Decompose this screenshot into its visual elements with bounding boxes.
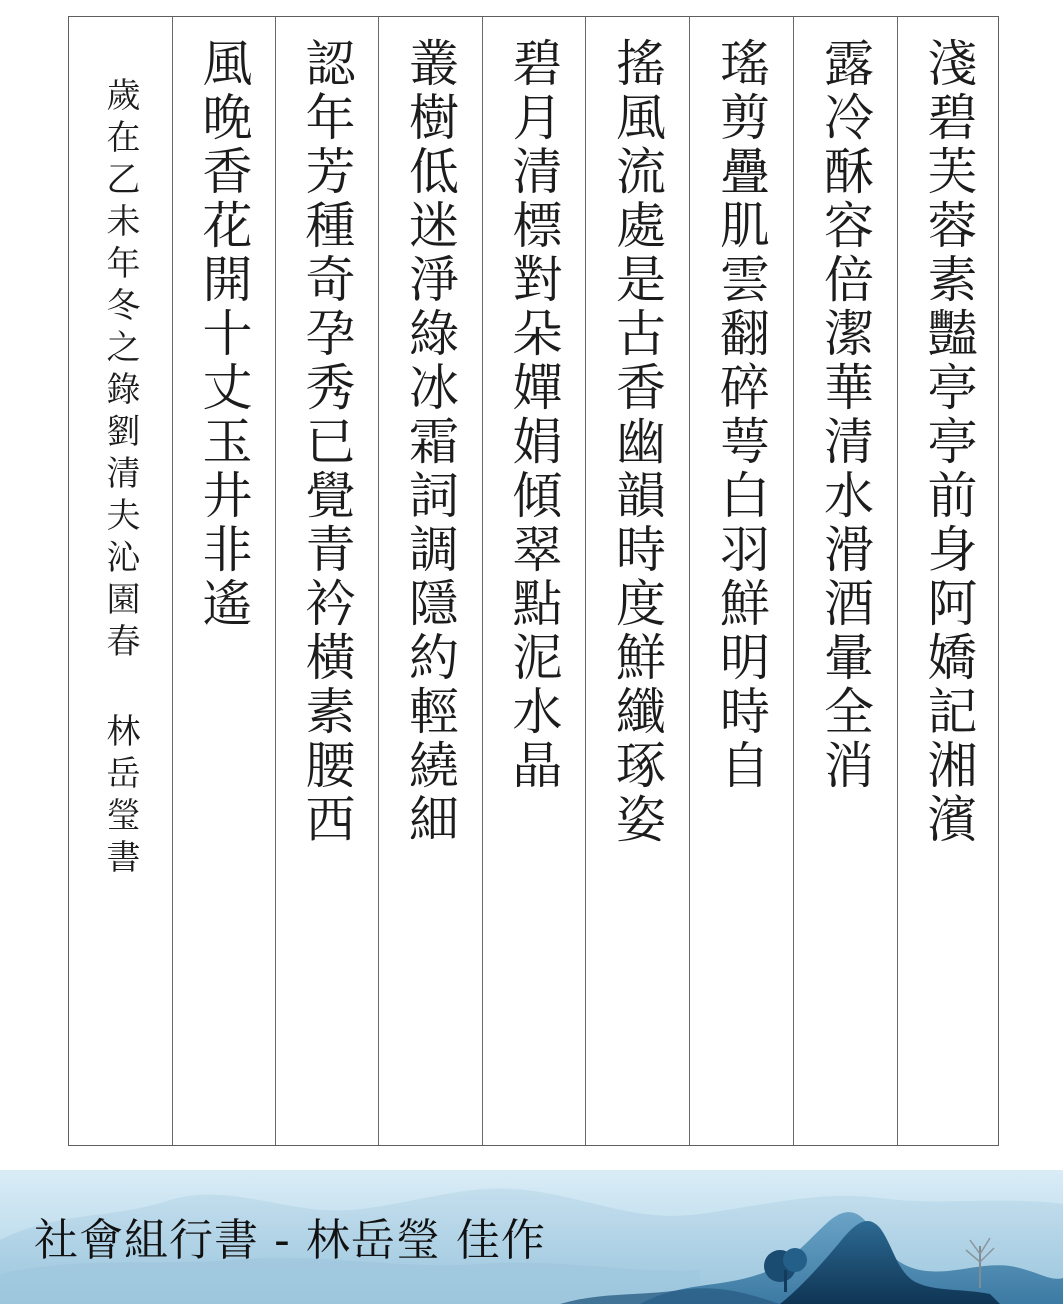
column-3 — [689, 17, 793, 1145]
column-divider — [897, 17, 898, 1145]
column-text-2: 露冷酥容倍潔華清水滑酒暈全消 — [816, 37, 874, 793]
column-divider — [378, 17, 379, 1145]
column-text-3: 瑤剪疊肌雲翻碎萼白羽鮮明時自 — [712, 37, 770, 793]
column-1 — [897, 17, 1000, 1145]
column-7 — [275, 17, 378, 1145]
column-divider — [793, 17, 794, 1145]
calligraphy-sheet — [68, 16, 999, 1146]
column-divider — [172, 17, 173, 1145]
column-text-4: 搖風流處是古香幽韻時度鮮纖琢姿 — [608, 37, 666, 847]
column-divider — [585, 17, 586, 1145]
column-5 — [482, 17, 585, 1145]
column-divider — [689, 17, 690, 1145]
column-text-5: 碧月清標對朵嬋娟傾翠點泥水晶 — [504, 37, 563, 793]
column-text-1: 淺碧芙蓉素豔亭亭前身阿嬌記湘濱 — [919, 37, 978, 847]
title-banner — [0, 1170, 1063, 1304]
column-8 — [172, 17, 275, 1145]
column-divider — [275, 17, 276, 1145]
signature-column — [69, 17, 172, 1145]
column-6 — [378, 17, 482, 1145]
signature-text: 歲在乙未年冬之錄劉清夫沁園春 林岳瑩書 — [100, 77, 140, 881]
column-2 — [793, 17, 897, 1145]
banner-title: 社會組行書 - 林岳瑩 佳作 — [34, 1215, 546, 1266]
column-text-6: 叢樹低迷淨綠冰霜詞調隱約輕繞細 — [401, 37, 459, 847]
column-divider — [482, 17, 483, 1145]
column-text-7: 認年芳種奇孕秀已覺青衿橫素腰西 — [297, 37, 356, 847]
column-4 — [585, 17, 689, 1145]
column-text-8: 風晚香花開十丈玉井非遙 — [194, 37, 253, 631]
